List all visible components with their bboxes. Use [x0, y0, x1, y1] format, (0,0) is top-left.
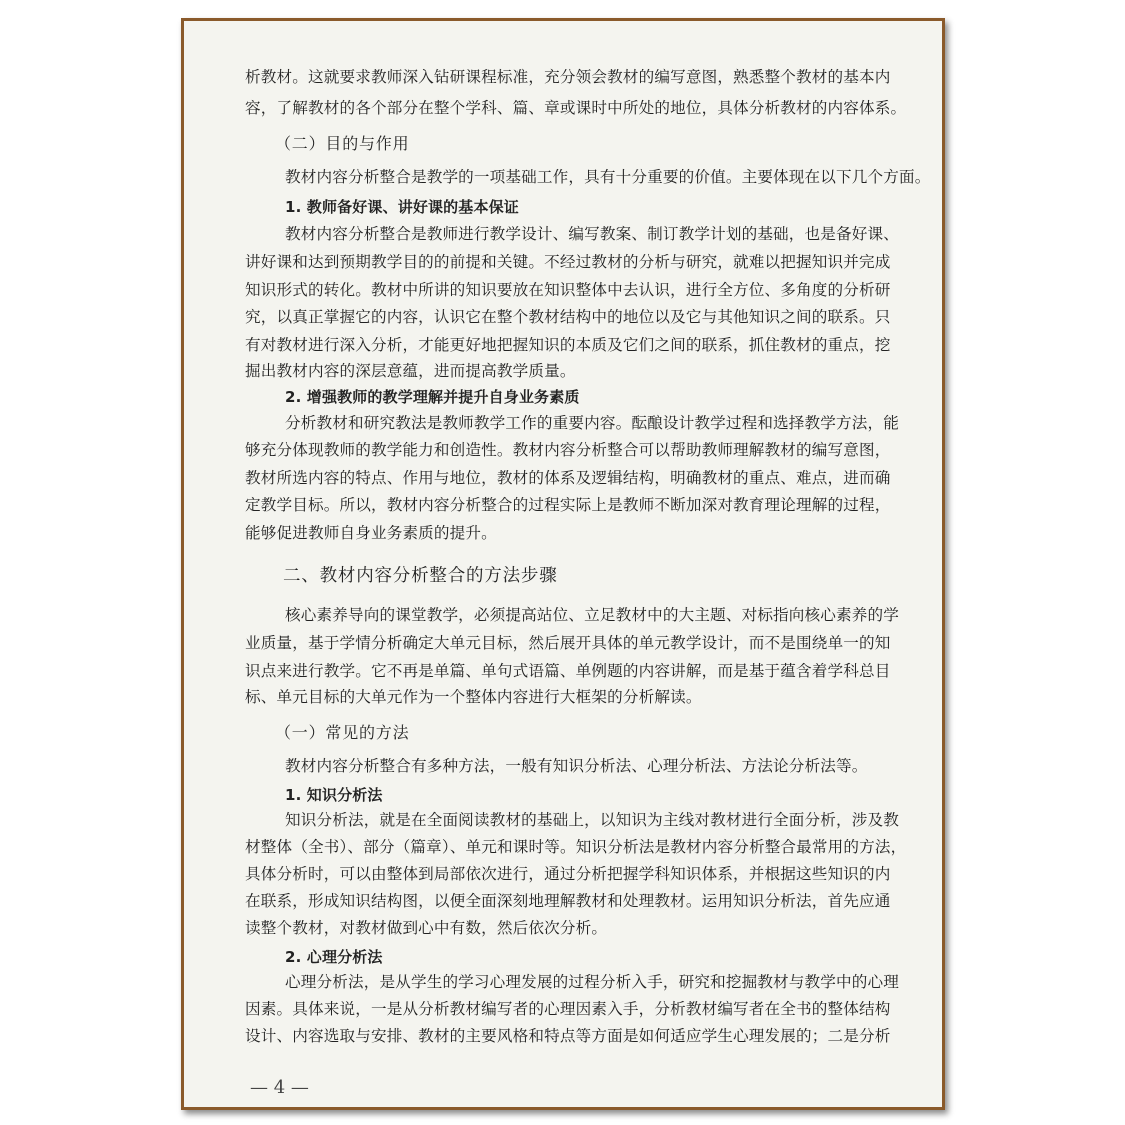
section-heading: 二、教材内容分析整合的方法步骤	[283, 566, 558, 586]
subsection-heading: （二）目的与作用	[275, 134, 410, 153]
numbered-heading: 1. 知识分析法	[285, 786, 383, 804]
body-text-line: 能够促进教师自身业务素质的提升。	[245, 524, 497, 542]
body-text-line: 知识形式的转化。教材中所讲的知识要放在知识整体中去认识，进行全方位、多角度的分析研	[245, 281, 891, 299]
body-text-line: 教材内容分析整合是教学的一项基础工作，具有十分重要的价值。主要体现在以下几个方面。	[285, 168, 931, 186]
body-text-line: 定教学目标。所以，教材内容分析整合的过程实际上是教师不断加深对教育理论理解的过程，	[245, 496, 891, 514]
body-text-line: 心理分析法，是从学生的学习心理发展的过程分析入手，研究和挖掘教材与教学中的心理	[285, 973, 900, 991]
body-text-line: 核心素养导向的课堂教学，必须提高站位、立足教材中的大主题、对标指向核心素养的学	[285, 606, 900, 624]
body-text-line: 因素。具体来说，一是从分析教材编写者的心理因素入手，分析教材编写者在全书的整体结构	[245, 1000, 891, 1018]
body-text-line: 究，以真正掌握它的内容，认识它在整个教材结构中的地位以及它与其他知识之间的联系。只	[245, 308, 891, 326]
body-text-line: 教材内容分析整合有多种方法，一般有知识分析法、心理分析法、方法论分析法等。	[285, 757, 868, 775]
book-page	[184, 21, 942, 1107]
body-text-line: 掘出教材内容的深层意蕴，进而提高教学质量。	[245, 362, 576, 380]
body-text-line: 有对教材进行深入分析，才能更好地把握知识的本质及它们之间的联系，抓住教材的重点，挖	[245, 336, 891, 354]
numbered-heading: 2. 心理分析法	[285, 948, 383, 966]
body-text-line: 业质量，基于学情分析确定大单元目标，然后展开具体的单元教学设计，而不是围绕单一的知	[245, 634, 891, 652]
body-text-line: 具体分析时，可以由整体到局部依次进行，通过分析把握学科知识体系，并根据这些知识的内	[245, 865, 891, 883]
body-text-line: 知识分析法，就是在全面阅读教材的基础上，以知识为主线对教材进行全面分析，涉及教	[285, 811, 900, 829]
subsection-heading: （一）常见的方法	[275, 723, 410, 742]
body-text-line: 教材所选内容的特点、作用与地位，教材的体系及逻辑结构，明确教材的重点、难点，进而确	[245, 469, 891, 487]
body-text-line: 标、单元目标的大单元作为一个整体内容进行大框架的分析解读。	[245, 688, 702, 706]
body-text-line: 够充分体现教师的教学能力和创造性。教材内容分析整合可以帮助教师理解教材的编写意图，	[245, 441, 891, 459]
numbered-heading: 1. 教师备好课、讲好课的基本保证	[285, 198, 519, 216]
body-text-line: 讲好课和达到预期教学目的的前提和关键。不经过教材的分析与研究，就难以把握知识并完成	[245, 253, 891, 271]
body-text-line: 在联系，形成知识结构图，以便全面深刻地理解教材和处理教材。运用知识分析法，首先应通	[245, 892, 891, 910]
body-text-line: 读整个教材，对教材做到心中有数，然后依次分析。	[245, 919, 608, 937]
numbered-heading: 2. 增强教师的教学理解并提升自身业务素质	[285, 388, 580, 406]
page-number: — 4 —	[250, 1077, 309, 1098]
body-text-line: 识点来进行教学。它不再是单篇、单句式语篇、单例题的内容讲解，而是基于蕴含着学科总目	[245, 662, 891, 680]
body-text-line: 材整体（全书）、部分（篇章）、单元和课时等。知识分析法是教材内容分析整合最常用的方法，	[245, 838, 907, 856]
body-text-line: 析教材。这就要求教师深入钻研课程标准，充分领会教材的编写意图，熟悉整个教材的基本内	[245, 68, 891, 86]
book-page-frame	[181, 18, 945, 1110]
body-text-line: 分析教材和研究教法是教师教学工作的重要内容。酝酿设计教学过程和选择教学方法，能	[285, 414, 900, 432]
body-text-line: 设计、内容选取与安排、教材的主要风格和特点等方面是如何适应学生心理发展的；二是分析	[245, 1027, 891, 1045]
body-text-line: 教材内容分析整合是教师进行教学设计、编写教案、制订教学计划的基础，也是备好课、	[285, 225, 900, 243]
body-text-line: 容，了解教材的各个部分在整个学科、篇、章或课时中所处的地位，具体分析教材的内容体系。	[245, 99, 907, 117]
